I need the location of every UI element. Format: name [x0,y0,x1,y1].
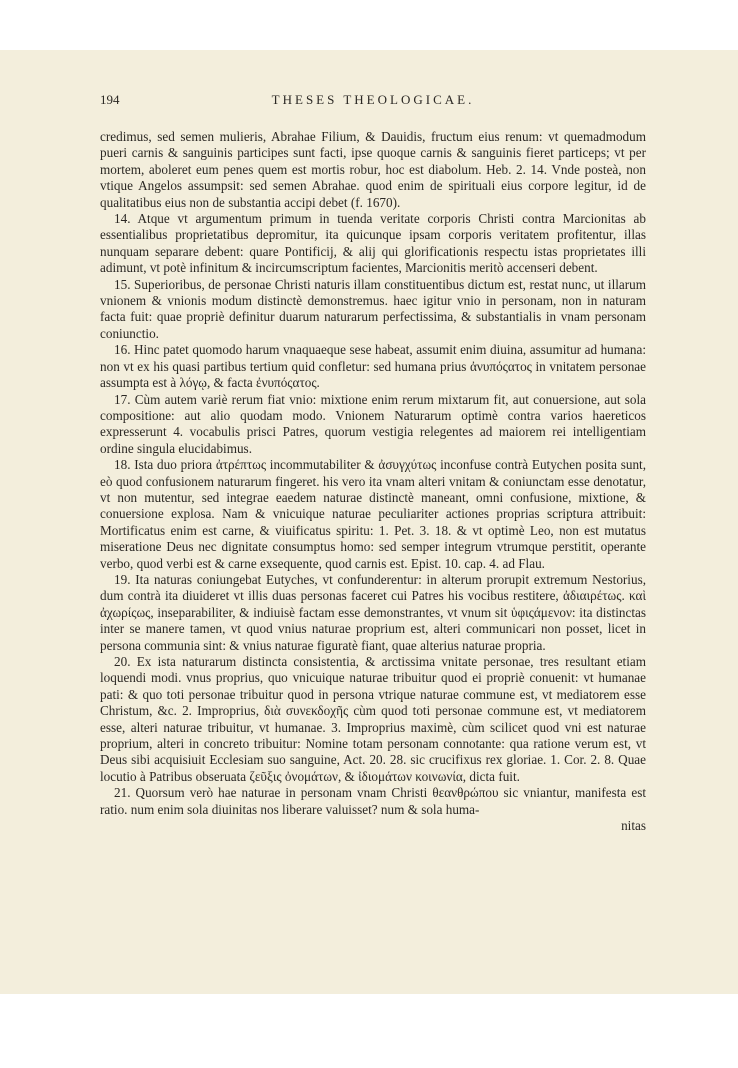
running-title: THESES THEOLOGICAE. [271,92,475,107]
paragraph-16: 16. Hinc patet quomodo harum vnaquaeque sese habeat, assumit enim diuina, assumitur ad humana: non vt ex his quasi partibus tertium quid confletur: sed humana prius ἀνυπόςατος in vnitatem personae assumpta est à λόγῳ, & facta ἐνυπόςατος. [100,342,646,391]
page-header [100,92,646,112]
page-body [100,129,646,834]
catchword: nitas [621,818,646,834]
paragraph-17: 17. Cùm autem variè rerum fiat vnio: mixtione enim rerum mixtarum fit, aut conuersione, aut sola compositione: aut alio quodam modo. Vnionem Naturarum optimè contra varios haereticos expresserunt 4. vocabulis prisci Patres, quorum vestigia relegentes ad maiorem rei intelligentiam ordine singula elucidabimus. [100,391,646,456]
paragraph-14: 14. Atque vt argumentum primum in tuenda veritate corporis Christi contra Marcionitas ab essentialibus proprietatibus depromitur, ita quicunque ipsam corporis veritatem profitentur, illas nunquam separare debent: quare Pontificij, & alij qui glorificationis respectu istas proprietates illi adimunt, vt potè infinitum & incircumscriptum facientes, Marcionitis meritò accenseri debent. [100,211,646,276]
page-number: 194 [100,92,120,107]
paragraph-continuation: credimus, sed semen mulieris, Abrahae Filium, & Dauidis, fructum eius renum: vt quemadmodum pueri carnis & sanguinis participes sunt facti, ipse quoque carnis & sanguinis fieret particeps; vt per mortem, aboleret eum penes quem est mortis robur, hoc est diabolum. Heb. 2. 14. Vnde posteà, non vtique Angelos assumpsit: sed semen Abrahae. quod enim de spirituali eius corpore legitur, id de qualitatibus eius non de substantia accipi debet (f. 1670). [100,129,646,210]
book-page [0,50,738,994]
paragraph-19: 19. Ita naturas coniungebat Eutyches, vt confunderentur: in alterum prorupit extremum Nestorius, dum contrà ita diuideret vt illis duas personas faceret cui Patres his vocibus restitere, ἀδιαιρέτως. καὶ ἀχωρίςως, inseparabiliter, & indiuisè factam esse demonstrantes, vt vnum sit ὑφιςάμενον: ita distinctas inter se manere tamen, vt quod vnius naturae proprium est, alteri communicari non posset, licet in persona communia sint: & vnius naturae figuratè fiant, quae alterius naturae propria. [100,571,646,653]
paragraph-21: 21. Quorsum verò hae naturae in personam vnam Christi θεανθρώπου sic vniantur, manifesta est ratio. num enim sola diuinitas nos liberare valuisset? num & sola huma- [100,785,646,817]
paragraph-20: 20. Ex ista naturarum distincta consistentia, & arctissima vnitate personae, tres resultant etiam loquendi modi. vnus proprius, quo vnicuique naturae tribuitur quod ei propriè conuenit: vt humanae pati: & quo toti personae tribuitur quod in persona vtrique naturae commune est, vt mediatorem esse Christum, &c. 2. Improprius, διὰ συνεκδοχῆς cùm quod toti personae commune est, vt mediatorem esse, alteri naturae tribuitur, vt humanae. 3. Improprius maximè, cùm scilicet quod vni est naturae proprium, alteri in concreto tribuitur: Nomine totam personam connotante: qua ratione verum est, vt Deus sibi acquisiuit Ecclesiam suo sanguine, Act. 20. 28. sic crucifixus rex gloriae. 1. Cor. 2. 8. Quae locutio à Patribus obseruata ζεῦξις ὀνομάτων, & ἰδιομάτων κοινωνία, dicta fuit. [100,654,646,784]
paragraph-18: 18. Ista duo priora ἀτρέπτως incommutabiliter & ἀσυγχύτως inconfuse contrà Eutychen posita sunt, eò quod confusionem naturarum fingeret. his vero ita vnam alteri vnitam & coniunctam esse denotatur, vt non mutentur, sed integrae eaedem naturae distinctè maneant, omni confusione, mixtione, & conuersione explosa. Nam & vnicuique naturae peculiariter actiones proprias scriptura attribuit: Mortificatus enim est carne, & viuificatus spiritu: 1. Pet. 3. 18. & vt optimè Leo, non est mutatus miseratione Deus nec dignitate consumptus homo: sed semper integrum vtrumque perstitit, operante verbo, quod verbi est & carne exsequente, quod carnis est. Epist. 10. cap. 4. ad Flau. [100,457,646,571]
paragraph-15: 15. Superioribus, de personae Christi naturis illam constituentibus dictum est, restat nunc, ut illarum vnionem & vnionis modum distinctè demonstremus. haec igitur vnio in personam, non in naturam facta fuit: quae propriè definitur duarum naturarum perfectissima, & substantialis in vnam personam coniunctio. [100,276,646,341]
